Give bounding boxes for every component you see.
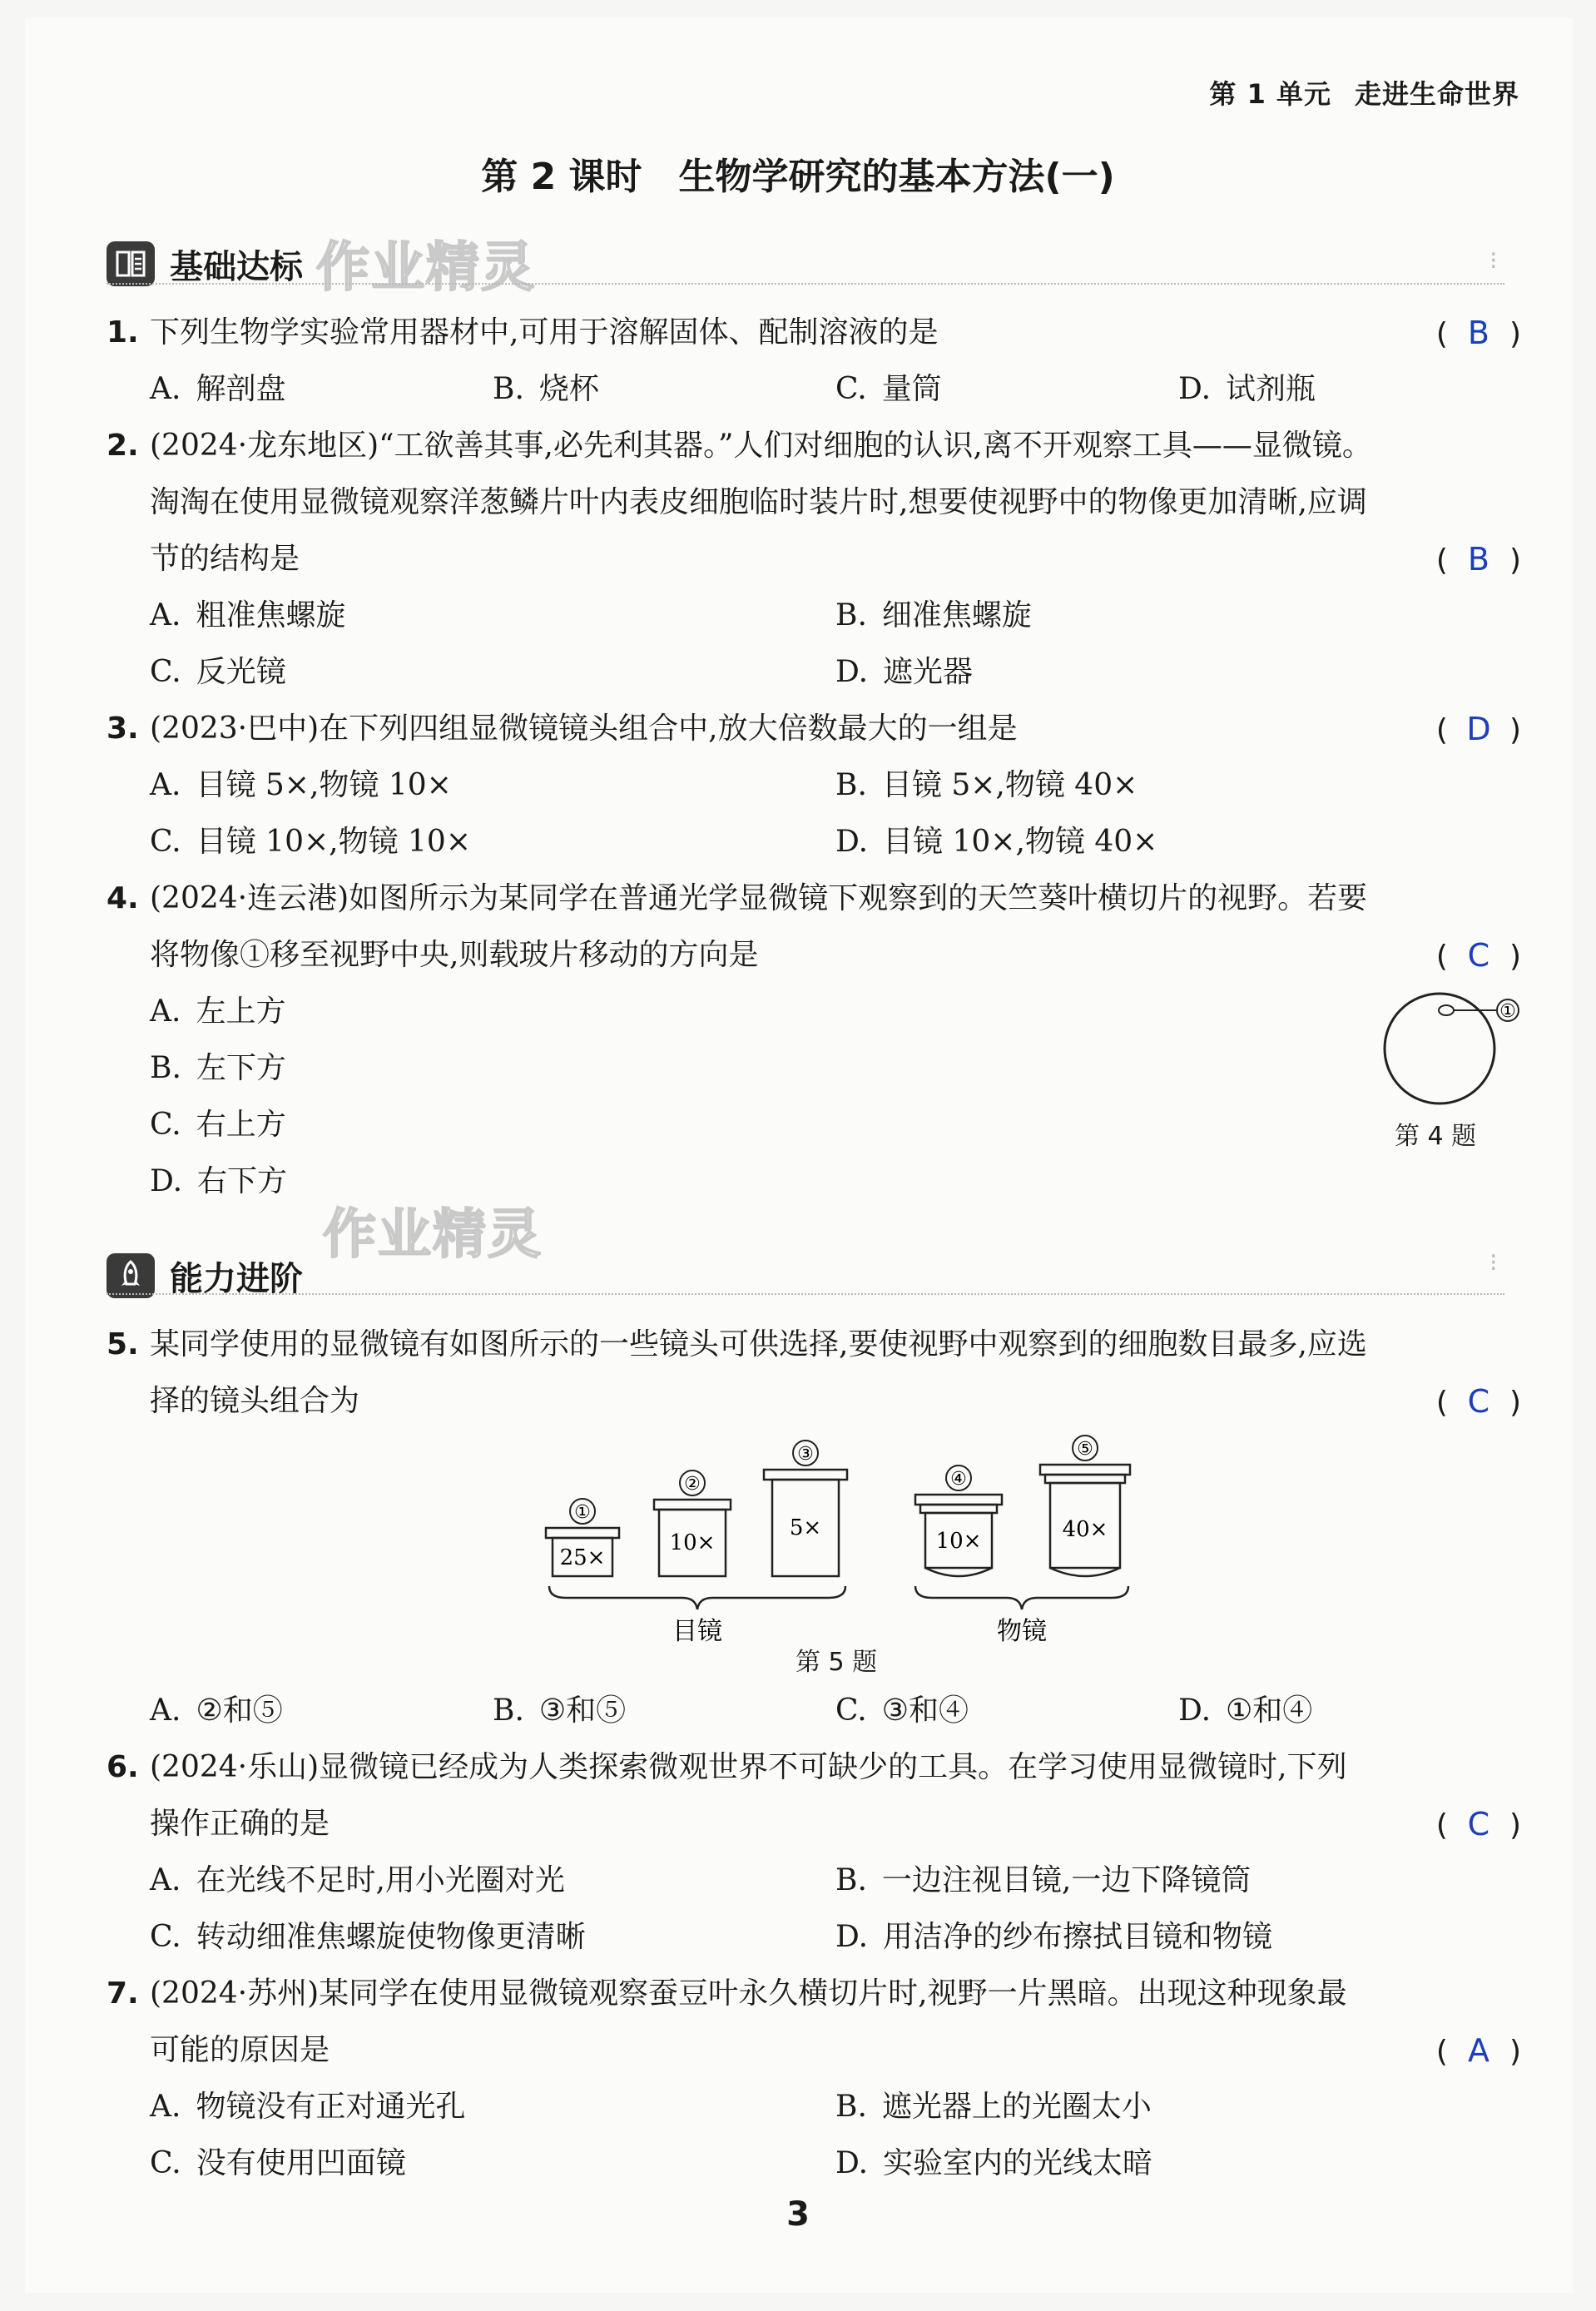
svg-text:5×: 5× xyxy=(789,1515,822,1540)
option-c: C. 转动细准焦螺旋使物像更清晰 xyxy=(150,1920,586,1954)
option-a: A. ②和⑤ xyxy=(150,1694,283,1728)
answer-letter: A xyxy=(1467,2032,1489,2069)
svg-text:10×: 10× xyxy=(669,1530,716,1555)
lesson-number: 第 2 课时 xyxy=(481,156,642,198)
option-b: B. 细准焦螺旋 xyxy=(835,598,1032,632)
watermark: 作业精灵 xyxy=(323,1204,543,1266)
question-stem-line: 可能的原因是 xyxy=(150,2033,330,2067)
section-divider xyxy=(107,1293,1504,1295)
unit-header xyxy=(1209,73,1519,112)
answer-bracket: ( C ) xyxy=(1436,1796,1521,1854)
unit-number: 第 1 单元 xyxy=(1209,78,1331,110)
eyepiece-1 xyxy=(546,1499,619,1576)
eyepiece-3 xyxy=(764,1441,847,1576)
question-stem: 下列生物学实验常用器材中,可用于溶解固体、配制溶液的是 xyxy=(150,315,939,350)
option-c: C. ③和④ xyxy=(835,1694,969,1728)
question-stem-line: 某同学使用的显微镜有如图所示的一些镜头可供选择,要使视野中观察到的细胞数目最多,应选 xyxy=(150,1327,1367,1361)
question-number: 6. xyxy=(107,1750,139,1784)
option-b: B. ③和⑤ xyxy=(493,1694,627,1728)
answer-bracket: ( C ) xyxy=(1436,927,1521,985)
objective-4 xyxy=(915,1465,1002,1576)
question-number: 3. xyxy=(107,712,139,746)
svg-text:⑤: ⑤ xyxy=(1077,1439,1093,1460)
field-of-view-figure xyxy=(1348,990,1531,1115)
option-c: C. 反光镜 xyxy=(150,655,286,689)
svg-text:②: ② xyxy=(684,1474,701,1495)
svg-text:40×: 40× xyxy=(1062,1517,1108,1542)
section-advanced xyxy=(107,1247,303,1305)
svg-text:①: ① xyxy=(574,1502,591,1523)
option-d: D. 遮光器 xyxy=(835,655,974,689)
object-marker xyxy=(1439,1005,1454,1015)
question-number: 4. xyxy=(107,881,139,915)
option-a: A. 解剖盘 xyxy=(150,372,286,406)
answer-letter: C xyxy=(1467,1806,1490,1842)
answer-letter: B xyxy=(1467,315,1489,351)
book-icon xyxy=(107,241,155,286)
option-c: C. 目镜 10×,物镜 10× xyxy=(150,825,471,859)
svg-text:25×: 25× xyxy=(559,1545,606,1570)
objective-label: 物镜 xyxy=(997,1617,1047,1646)
option-d: D. 右下方 xyxy=(150,1164,288,1198)
option-d: D. 实验室内的光线太暗 xyxy=(835,2146,1153,2180)
objective-5 xyxy=(1040,1436,1130,1576)
option-b: B. 一边注视目镜,一边下降镜筒 xyxy=(835,1863,1252,1897)
page-number: 3 xyxy=(786,2195,810,2234)
option-b: B. 烧杯 xyxy=(493,372,599,406)
option-d: D. 试剂瓶 xyxy=(1178,372,1316,406)
question-stem-line: 将物像①移至视野中央,则载玻片移动的方向是 xyxy=(150,938,759,972)
question-stem-line: (2024·苏州)某同学在使用显微镜观察蚕豆叶永久横切片时,视野一片黑暗。出现这种现象最 xyxy=(150,1976,1347,2011)
answer-letter: D xyxy=(1466,711,1491,747)
answer-bracket: ( C ) xyxy=(1436,1373,1521,1431)
corner-mark: ⁝ xyxy=(1489,1248,1498,1277)
section-title-basic: 基础达标 xyxy=(170,247,303,286)
objective-brace xyxy=(915,1586,1128,1609)
question-number: 7. xyxy=(107,1976,139,2011)
answer-letter: C xyxy=(1467,937,1490,974)
question-stem-line: 操作正确的是 xyxy=(150,1807,330,1841)
section-title-advanced: 能力进阶 xyxy=(170,1259,303,1298)
option-c: C. 右上方 xyxy=(150,1108,286,1142)
option-b: B. 左下方 xyxy=(150,1051,286,1085)
figure-caption: 第 5 题 xyxy=(796,1648,878,1677)
figure-caption: 第 4 题 xyxy=(1395,1122,1477,1151)
question-stem: (2023·巴中)在下列四组显微镜镜头组合中,放大倍数最大的一组是 xyxy=(150,712,1018,746)
answer-bracket: ( B ) xyxy=(1436,531,1521,589)
rocket-icon xyxy=(107,1253,155,1298)
option-d: D. 目镜 10×,物镜 40× xyxy=(835,825,1158,859)
question-stem-line: 节的结构是 xyxy=(150,542,300,576)
corner-mark: ⁝ xyxy=(1489,246,1498,275)
option-b: B. 目镜 5×,物镜 40× xyxy=(835,768,1138,802)
option-d: D. 用洁净的纱布擦拭目镜和物镜 xyxy=(835,1920,1273,1954)
lesson-title xyxy=(0,146,1596,200)
eyepiece-label: 目镜 xyxy=(672,1617,722,1646)
lens-figure xyxy=(533,1435,1132,1651)
svg-text:④: ④ xyxy=(950,1469,967,1490)
answer-letter: C xyxy=(1467,1383,1490,1420)
question-number: 2. xyxy=(107,429,139,463)
eyepiece-2 xyxy=(654,1470,731,1576)
question-stem-line: 择的镜头组合为 xyxy=(150,1384,360,1418)
answer-bracket: ( D ) xyxy=(1436,701,1521,759)
lesson-subtitle: 生物学研究的基本方法(一) xyxy=(678,156,1115,198)
question-stem-line: 淘淘在使用显微镜观察洋葱鳞片叶内表皮细胞临时装片时,想要使视野中的物像更加清晰,应调 xyxy=(150,485,1367,519)
option-a: A. 物镜没有正对通光孔 xyxy=(150,2090,466,2124)
option-c: C. 量筒 xyxy=(835,372,942,406)
answer-bracket: ( A ) xyxy=(1436,2022,1521,2080)
option-a: A. 在光线不足时,用小光圈对光 xyxy=(150,1863,565,1897)
question-number: 1. xyxy=(107,315,139,350)
option-c: C. 没有使用凹面镜 xyxy=(150,2146,406,2180)
marker-label: ① xyxy=(1499,1001,1516,1022)
question-stem-line: (2024·乐山)显微镜已经成为人类探索微观世界不可缺少的工具。在学习使用显微镜时,下列 xyxy=(150,1750,1347,1784)
eyepiece-brace xyxy=(549,1586,845,1609)
option-b: B. 遮光器上的光圈太小 xyxy=(835,2090,1152,2124)
question-number: 5. xyxy=(107,1327,139,1361)
option-a: A. 目镜 5×,物镜 10× xyxy=(150,768,452,802)
watermark: 作业精灵 xyxy=(316,237,536,299)
option-d: D. ①和④ xyxy=(1178,1694,1313,1728)
answer-letter: B xyxy=(1467,541,1489,578)
question-stem-line: (2024·连云港)如图所示为某同学在普通光学显微镜下观察到的天竺葵叶横切片的视野。若要 xyxy=(150,881,1368,915)
option-a: A. 粗准焦螺旋 xyxy=(150,598,346,632)
unit-title: 走进生命世界 xyxy=(1354,78,1519,110)
option-a: A. 左上方 xyxy=(150,994,286,1029)
svg-text:③: ③ xyxy=(797,1444,814,1465)
section-divider xyxy=(107,283,1504,285)
question-stem-line: (2024·龙东地区)“工欲善其事,必先利其器。”人们对细胞的认识,离不开观察工具——显微镜。 xyxy=(150,429,1372,463)
answer-bracket: ( B ) xyxy=(1436,305,1521,363)
svg-text:10×: 10× xyxy=(935,1529,982,1554)
